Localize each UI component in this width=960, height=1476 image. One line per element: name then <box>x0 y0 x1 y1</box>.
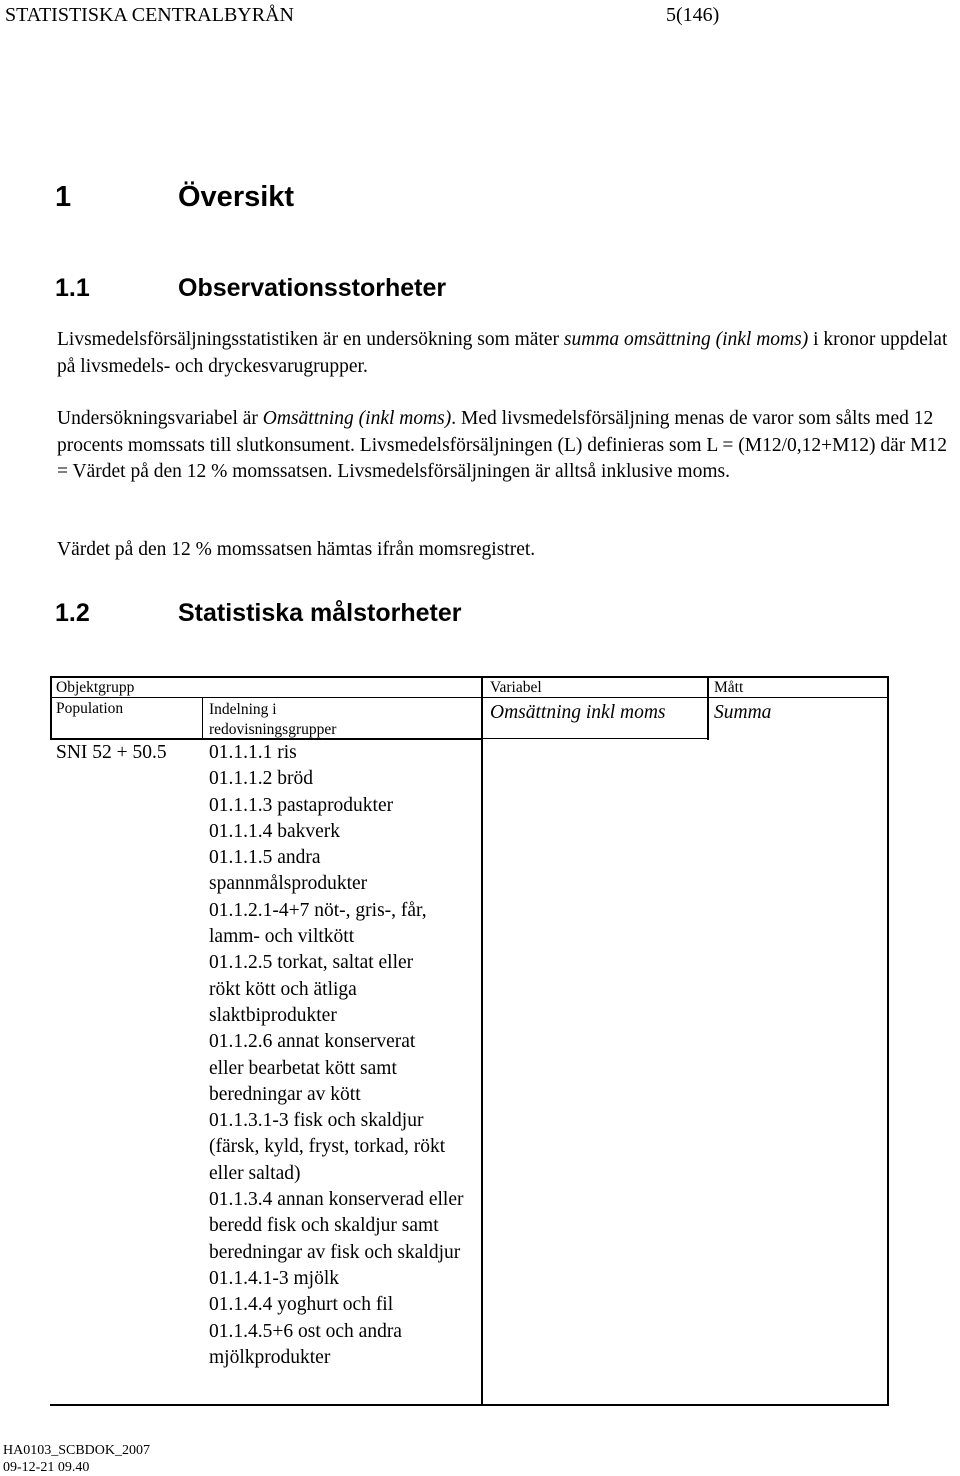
section-1-1-heading <box>55 272 446 304</box>
paragraph-1: Livsmedelsförsäljningsstatistiken är en undersökning som mäter summa omsättning (inkl moms) i kronor uppdelat på livsmedels- och dryckesvarugrupper. <box>57 329 948 377</box>
paragraph-3: Värdet på den 12 % momssatsen hämtas ifrån momsregistret. <box>57 539 536 560</box>
section-1-heading <box>55 178 294 216</box>
list-item: 01.1.2.1-4+7 nöt-, gris-, får, lamm- och viltkött <box>209 899 427 948</box>
header-variabel: Variabel <box>490 679 542 696</box>
footer-doc-id: HA0103_SCBDOK_2007 <box>3 1443 151 1458</box>
header-page-number: 5(146) <box>666 4 720 26</box>
table-border-top <box>50 676 889 678</box>
list-item: 01.1.4.4 yoghurt och fil <box>209 1294 394 1316</box>
section-1-2-heading <box>55 597 461 629</box>
table-variabel-underline <box>481 738 709 739</box>
list-item: 01.1.1.1 ris <box>209 742 297 763</box>
header-indelning: Indelning i redovisningsgrupper <box>209 701 337 738</box>
section-title: Översikt <box>178 181 295 213</box>
list-item: 01.1.1.4 bakverk <box>209 820 341 842</box>
table-border-bottom <box>50 1404 889 1406</box>
matt-value: Summa <box>714 702 772 723</box>
header-population: Population <box>56 700 124 717</box>
list-item: 01.1.1.3 pastaprodukter <box>209 794 394 816</box>
section-title: Statistiska målstorheter <box>178 599 462 627</box>
list-item: 01.1.3.4 annan konserverad eller beredd fisk och skaldjur samt beredningar av fisk och skaldjur <box>209 1189 464 1263</box>
list-item: 01.1.3.1-3 fisk och skaldjur (färsk, kyld, fryst, torkad, rökt eller saltad) <box>209 1110 446 1184</box>
header-matt: Mått <box>714 679 744 696</box>
list-item: 01.1.2.5 torkat, saltat eller rökt kött och ätliga slaktbiprodukter <box>209 952 414 1026</box>
section-number: 1.2 <box>55 599 90 627</box>
footer-date: 09-12-21 09.40 <box>3 1460 90 1475</box>
table-border-right <box>887 676 889 1406</box>
section-number: 1 <box>55 181 72 213</box>
table-col-divider-variabel <box>481 676 483 1406</box>
paragraph-2: Undersökningsvariabel är Omsättning (inkl moms). Med livsmedelsförsäljning menas de varor som sålts med 12 procents momssats till slutkonsument. Livsmedelsförsäljningen (L) definieras som L = (M12/0,12+M12) där M12 = Värdet på den 12 % momssatsen. Livsmedelsförsäljningen är alltså inklusive moms. <box>57 408 947 482</box>
list-item: 01.1.4.5+6 ost och andra mjölkprodukter <box>209 1320 402 1368</box>
list-item: 01.1.1.5 andra spannmålsprodukter <box>209 847 368 895</box>
table-border-left <box>50 676 52 740</box>
table-col-divider-indelning <box>202 698 203 739</box>
table-col-divider-matt <box>707 676 709 740</box>
section-title: Observationsstorheter <box>178 274 447 302</box>
header-objektgrupp: Objektgrupp <box>56 679 135 696</box>
list-item: 01.1.4.1-3 mjölk <box>209 1267 339 1289</box>
target-table <box>50 676 889 1406</box>
table-row-divider <box>50 697 889 698</box>
section-number: 1.1 <box>55 274 90 302</box>
list-item: 01.1.1.2 bröd <box>209 768 313 790</box>
variabel-value: Omsättning inkl moms <box>490 702 666 723</box>
list-item: 01.1.2.6 annat konserverat eller bearbetat kött samt beredningar av kött <box>209 1031 416 1105</box>
group-list <box>209 740 479 1371</box>
header-org: STATISTISKA CENTRALBYRÅN <box>5 4 294 26</box>
population-value: SNI 52 + 50.5 <box>56 742 167 763</box>
